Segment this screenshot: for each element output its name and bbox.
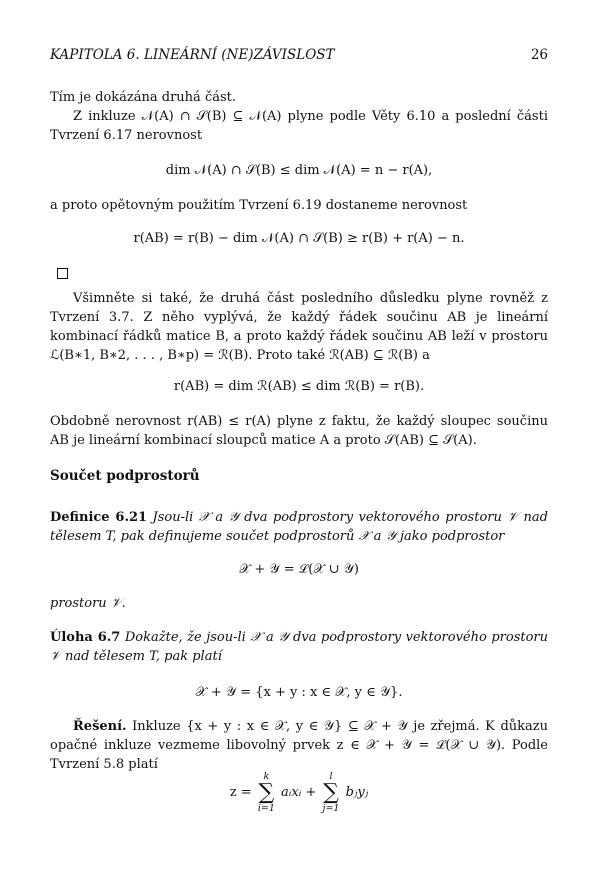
sigma-icon: ∑ [258, 779, 275, 805]
section-heading: Součet podprostorů [50, 468, 200, 484]
equation-sum-set: 𝒳 + 𝒴 = {x + y : x ∈ 𝒳, y ∈ 𝒴}. [195, 685, 403, 700]
equation-linear-combination [50, 772, 548, 813]
paragraph-analogously: Obdobně nerovnost r(AB) ≤ r(A) plyne z faktu, že každý sloupec součinu AB je lineární kombinací sloupců matice A a proto 𝒮(AB) ⊆ 𝒮(A). [50, 414, 548, 448]
chapter-title: KAPITOLA 6. LINEÁRNÍ (NE)ZÁVISLOST [50, 47, 335, 63]
task-label: Úloha 6.7 [50, 630, 121, 645]
sum-1-lower: i=1 [257, 802, 275, 814]
sum-2-lower: j=1 [322, 802, 340, 814]
running-header [50, 47, 548, 63]
solution-text: Inkluze {x + y : x ∈ 𝒳, y ∈ 𝒴} ⊆ 𝒳 + 𝒴 je zřejmá. K důkazu opačné inkluze vezmeme libovolný prvek z ∈ 𝒳 + 𝒴 = ℒ(𝒳 ∪ 𝒴). Podle Tvrzení 5.8 platí [50, 719, 548, 772]
lhs: z = [229, 785, 252, 800]
task-block [50, 628, 548, 666]
definition-block [50, 508, 548, 546]
solution-label: Řešení. [73, 719, 127, 734]
sum-2-upper: l [329, 771, 333, 782]
equation-rank-inequality: r(AB) = r(B) − dim 𝒩(A) ∩ 𝒮(B) ≥ r(B) + r(A) − n. [133, 231, 465, 246]
page-number: 26 [530, 47, 548, 63]
sum-2 [323, 772, 340, 813]
definition-text: Jsou-li 𝒳 a 𝒴 dva podprostory vektorového prostoru 𝒱 nad tělesem T, pak definujeme součet podprostorů 𝒳 a 𝒴 jako podprostor [50, 510, 548, 544]
solution-block [50, 717, 548, 774]
paragraph-end-of-proof: Tím je dokázána druhá část. [50, 90, 236, 105]
definition-label: Definice 6.21 [50, 510, 148, 525]
equation-rank-ab: r(AB) = dim ℛ(AB) ≤ dim ℛ(B) = r(B). [173, 379, 425, 394]
definition-tail: prostoru 𝒱. [50, 596, 126, 611]
sum-1-upper: k [263, 771, 270, 782]
paragraph-remark: Všimněte si také, že druhá část posledního důsledku plyne rovněž z Tvrzení 3.7. Z něho vyplývá, že každý řádek součinu AB je lineární kombinací řádků matice B, a proto každý řádek součinu AB leží v prostoru ℒ(B∗1, B∗2, . . . , B∗p) = ℛ(B). Proto také ℛ(AB) ⊆ ℛ(B) a [50, 291, 548, 363]
term-1: aᵢxᵢ + [281, 785, 317, 800]
sum-1 [258, 772, 275, 813]
task-text: Dokažte, že jsou-li 𝒳 a 𝒴 dva podprostory vektorového prostoru 𝒱 nad tělesem T, pak platí [50, 630, 549, 664]
term-2: bⱼyⱼ [345, 785, 369, 800]
equation-sum-definition: 𝒳 + 𝒴 = ℒ(𝒳 ∪ 𝒴) [239, 562, 359, 577]
paragraph-inclusion: Z inkluze 𝒩(A) ∩ 𝒮(B) ⊆ 𝒩(A) plyne podle Věty 6.10 a poslední části Tvrzení 6.17 nerovnost [50, 109, 548, 143]
sigma-icon: ∑ [323, 779, 339, 805]
equation-dim-inequality: dim 𝒩(A) ∩ 𝒮(B) ≤ dim 𝒩(A) = n − r(A), [165, 163, 433, 178]
paragraph-therefore: a proto opětovným použitím Tvrzení 6.19 dostaneme nerovnost [50, 198, 468, 213]
qed-square-icon [57, 268, 68, 279]
